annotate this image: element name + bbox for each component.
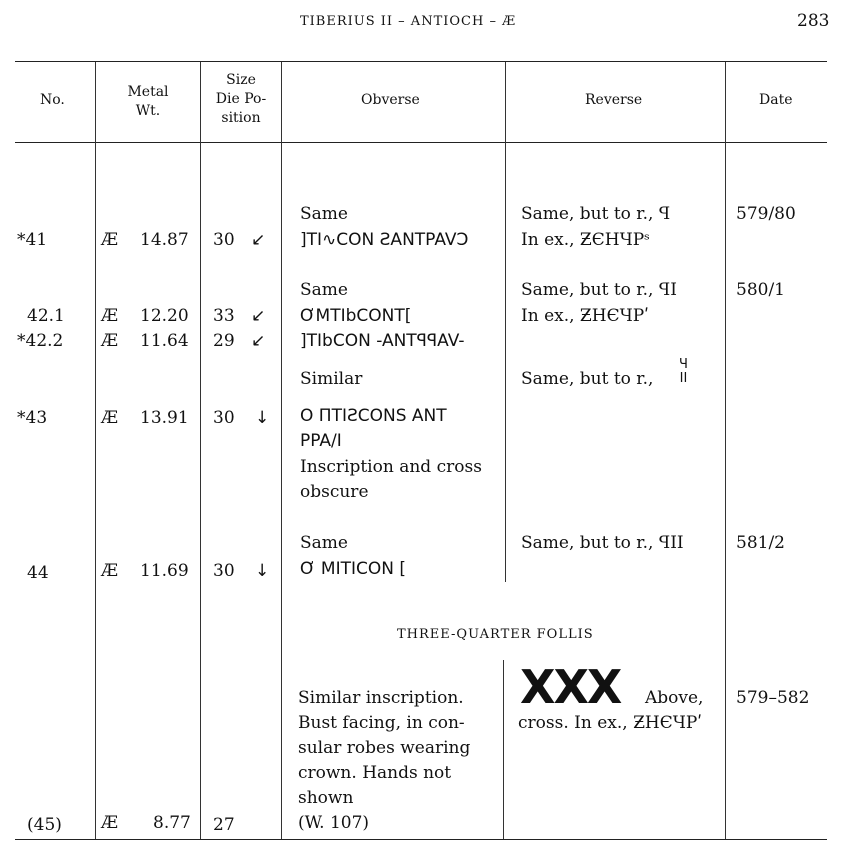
column-divider-4b xyxy=(503,660,504,839)
row-42-1-wt: 12.20 xyxy=(140,306,189,326)
column-divider-3 xyxy=(281,62,282,839)
column-divider-4a xyxy=(505,62,506,582)
row-45-wt: 8.77 xyxy=(153,813,191,833)
row-41-reverse-1: Same, but to r., ꟼ xyxy=(521,204,671,224)
row-44-wt: 11.69 xyxy=(140,561,189,581)
row-42-2-metal: Æ xyxy=(101,331,119,351)
row-41-reverse-2: In ex., ƵЄHЧPˢ xyxy=(521,230,650,250)
table-top-rule xyxy=(15,61,827,62)
column-divider-5 xyxy=(725,62,726,839)
row-42-1-obverse-legend: ƠMTIbCONT[ xyxy=(300,306,412,326)
row-42-1-no: 42.1 xyxy=(27,306,65,326)
row-45-reverse-1: Above, xyxy=(645,688,704,708)
row-45-obverse-2: Bust facing, in con- xyxy=(298,713,465,733)
row-43-obverse-legend-1: O ΠTIƧCONS ANT xyxy=(300,406,447,426)
header-reverse: Reverse xyxy=(585,92,643,108)
row-43-size: 30 xyxy=(213,408,235,428)
die-arrow-icon: ↓ xyxy=(255,408,270,428)
row-45-date: 579–582 xyxy=(736,688,810,708)
row-41-date: 579/80 xyxy=(736,204,796,224)
header-metal-wt: Metal Wt. xyxy=(127,84,169,119)
row-42-2-obverse-legend: ]TIbCON -ANTꟼꟼAV- xyxy=(300,331,465,351)
row-41-wt: 14.87 xyxy=(140,230,189,250)
row-44-no: 44 xyxy=(27,563,49,583)
row-42-2-no: *42.2 xyxy=(17,331,64,351)
row-43-reverse-mark: Ч II xyxy=(679,357,688,386)
row-42-1-metal: Æ xyxy=(101,306,119,326)
row-43-obverse-note-1: Inscription and cross xyxy=(300,457,482,477)
xxx-mark-icon: XXX xyxy=(520,660,621,714)
row-41-obverse-legend: ]TI∿CON ƧANTPAVƆ xyxy=(300,230,469,250)
row-42-1-reverse-2: In ex., ƵHЄЧPʹ xyxy=(521,306,649,326)
row-42-1-size: 33 xyxy=(213,306,235,326)
row-43-wt: 13.91 xyxy=(140,408,189,428)
row-41-obverse-1: Same xyxy=(300,204,348,224)
row-45-obverse-1: Similar inscription. xyxy=(298,688,464,708)
row-43-obverse-note-2: obscure xyxy=(300,482,369,502)
running-head: TIBERIUS II – ANTIOCH – Æ xyxy=(300,14,517,29)
row-42-1-date: 580/1 xyxy=(736,280,785,300)
section-heading: THREE-QUARTER FOLLIS xyxy=(397,627,594,642)
header-size-die: Size Die Po- sition xyxy=(215,72,267,126)
column-divider-2 xyxy=(200,62,201,839)
column-divider-1 xyxy=(95,62,96,839)
row-45-no: (45) xyxy=(27,815,62,835)
row-44-obverse-1: Same xyxy=(300,533,348,553)
row-44-reverse-1: Same, but to r., ꟼII xyxy=(521,533,684,553)
row-44-metal: Æ xyxy=(101,561,119,581)
row-43-obverse-legend-2: PPA/I xyxy=(300,431,342,451)
row-42-1-obverse-1: Same xyxy=(300,280,348,300)
row-45-obverse-3: sular robes wearing xyxy=(298,738,471,758)
table-bottom-rule xyxy=(15,839,827,840)
row-43-obverse-1: Similar xyxy=(300,369,363,389)
row-42-2-size: 29 xyxy=(213,331,235,351)
row-41-size: 30 xyxy=(213,230,235,250)
row-44-obverse-legend: Ơ MITICON [ xyxy=(300,559,407,579)
row-45-obverse-5: shown xyxy=(298,788,354,808)
row-41-metal: Æ xyxy=(101,230,119,250)
row-45-metal: Æ xyxy=(101,813,119,833)
row-42-2-wt: 11.64 xyxy=(140,331,189,351)
row-44-size: 30 xyxy=(213,561,235,581)
row-41-no: *41 xyxy=(17,230,48,250)
page-number: 283 xyxy=(797,11,830,31)
row-45-obverse-4: crown. Hands not xyxy=(298,763,452,783)
row-45-size: 27 xyxy=(213,815,235,835)
die-arrow-icon: ↙ xyxy=(251,230,266,250)
die-arrow-icon: ↓ xyxy=(255,561,270,581)
header-obverse: Obverse xyxy=(361,92,420,108)
row-43-no: *43 xyxy=(17,408,48,428)
header-date: Date xyxy=(759,92,793,108)
row-43-metal: Æ xyxy=(101,408,119,428)
row-44-date: 581/2 xyxy=(736,533,785,553)
die-arrow-icon: ↙ xyxy=(251,331,266,351)
header-bottom-rule xyxy=(15,142,827,143)
row-42-1-reverse-1: Same, but to r., ꟼI xyxy=(521,280,677,300)
row-45-obverse-6: (W. 107) xyxy=(298,813,370,833)
die-arrow-icon: ↙ xyxy=(251,306,266,326)
header-no: No. xyxy=(40,92,65,108)
row-43-reverse-1: Same, but to r., xyxy=(521,369,654,389)
row-45-reverse-2: cross. In ex., ƵHЄЧPʹ xyxy=(518,713,703,733)
